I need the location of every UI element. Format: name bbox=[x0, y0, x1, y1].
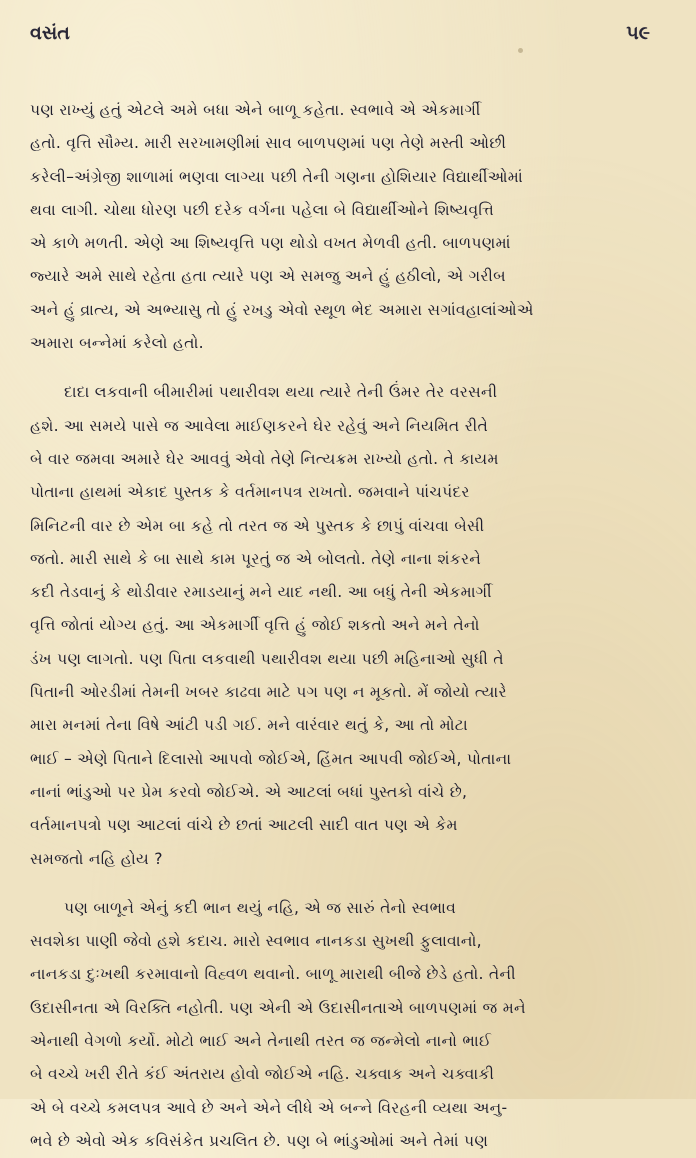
text-line: અમારા બન્નેમાં કરેલો હતો. bbox=[30, 334, 204, 353]
text-line: સવશેકા પાણી જેવો હશે કદાચ. મારો સ્વભાવ નાનકડા સુખથી ફુલાવાનો, bbox=[30, 932, 482, 951]
text-line: બે વચ્ચે ખરી રીતે કંઈ અંતરાય હોવો જોઈએ નહિ. ચક્વાક અને ચક્વાકી bbox=[30, 1065, 495, 1084]
paper-fleck bbox=[518, 48, 523, 53]
text-line: જ્યારે અમે સાથે રહેતા હતા ત્યારે પણ એ સમજુ અને હું હઠીલો, એ ગરીબ bbox=[30, 267, 506, 286]
running-head bbox=[30, 22, 658, 66]
text-line: અને હું વ્રાત્ય, એ અભ્યાસુ તો હું રખડુ એવો સ્થૂળ ભેદ અમારા સગાંવહાલાંઓએ bbox=[30, 300, 534, 319]
text-line: ભાઈ – એણે પિતાને દિલાસો આપવો જોઈએ, હિંમત આપવી જોઈએ, પોતાના bbox=[30, 749, 512, 768]
text-line: પોતાના હાથમાં એકાદ પુસ્તક કે વર્તમાનપત્ર રાખતો. જમવાને પાંચપંદર bbox=[30, 483, 470, 502]
text-line: નાનાં ભાંડુઓ પર પ્રેમ કરવો જોઈએ. એ આટલાં બધાં પુસ્તકો વાંચે છે, bbox=[30, 782, 468, 801]
text-line: ભવે છે એવો એક કવિસંકેત પ્રચલિત છે. પણ બે ભાંડુઓમાં અને તેમાં પણ bbox=[30, 1131, 489, 1150]
text-line: નાનકડા દુઃખથી કરમાવાનો વિહ્વળ થવાનો. બાળૂ મારાથી બીજે છેડે હતો. તેની bbox=[30, 965, 516, 984]
paragraph-2 bbox=[30, 376, 658, 875]
text-line: વૃત્તિ જોતાં યોગ્ય હતું. આ એકમાર્ગી વૃત્તિ હું જોઈ શકતો અને મને તેનો bbox=[30, 616, 480, 635]
text-line: એ કાળે મળતી. એણે આ શિષ્યવૃત્તિ પણ થોડો વખત મેળવી હતી. બાળપણમાં bbox=[30, 234, 511, 253]
text-line: પણ બાળૂને એનું કદી ભાન થયું નહિ, એ જ સારું તેનો સ્વભાવ bbox=[64, 898, 457, 917]
text-line: જતો. મારી સાથે કે બા સાથે કામ પૂરતું જ એ બોલતો. તેણે નાના શંકરને bbox=[30, 549, 482, 568]
text-line: હશે. આ સમયે પાસે જ આવેલા માઈણકરને ઘેર રહેવું અને નિયમિત રીતે bbox=[30, 416, 489, 435]
text-line: વર્તમાનપત્રો પણ આટલાં વાંચે છે છતાં આટલી સાદી વાત પણ એ કેમ bbox=[30, 816, 458, 835]
page-number: ૫૯ bbox=[626, 22, 650, 44]
paragraph-spacer bbox=[30, 876, 658, 892]
text-line: સમજતો નહિ હોય ? bbox=[30, 849, 163, 868]
running-title: વસંત bbox=[30, 22, 70, 44]
text-line: બે વાર જમવા અમારે ઘેર આવવું એવો તેણે નિત્યક્રમ રાખ્યો હતો. તે કાયમ bbox=[30, 449, 499, 468]
text-line: ઉદાસીનતા એ વિરક્તિ નહોતી. પણ એની એ ઉદાસીનતાએ બાળપણમાં જ મને bbox=[30, 998, 526, 1017]
text-line: દાદા લકવાની બીમારીમાં પથારીવશ થયા ત્યારે તેની ઉંમર તેર વરસની bbox=[64, 383, 498, 402]
paragraph-1 bbox=[30, 94, 658, 360]
text-line: પણ રાખ્યું હતું એટલે અમે બધા એને બાળૂ કહેતા. સ્વભાવે એ એકમાર્ગી bbox=[30, 101, 481, 119]
text-line: મારા મનમાં તેના વિષે આંટી પડી ગઈ. મને વારંવાર થતું કે, આ તો મોટા bbox=[30, 716, 468, 735]
text-line: ડંખ પણ લાગતો. પણ પિતા લકવાથી પથારીવશ થયા પછી મહિનાઓ સુધી તે bbox=[30, 649, 504, 668]
text-line: એનાથી વેગળો કર્યો. મોટો ભાઈ અને તેનાથી તરત જ જન્મેલો નાનો ભાઈ bbox=[30, 1032, 492, 1051]
text-line: થવા લાગી. ચોથા ધોરણ પછી દરેક વર્ગના પહેલા બે વિદ્યાર્થીઓને શિષ્યવૃત્તિ bbox=[30, 200, 495, 219]
text-line: કરેલી–અંગ્રેજી શાળામાં ભણવા લાગ્યા પછી તેની ગણના હોશિયાર વિદ્યાર્થીઓમાં bbox=[30, 167, 523, 186]
text-line: હતો. વૃત્તિ સૌમ્ય. મારી સરખામણીમાં સાવ બાળપણમાં પણ તેણે મસ્તી ઓછી bbox=[30, 134, 507, 153]
text-line: કદી તેડવાનું કે થોડીવાર રમાડયાનું મને યાદ નથી. આ બધું તેની એકમાર્ગી bbox=[30, 583, 492, 602]
paragraph-3 bbox=[30, 892, 658, 1158]
text-line: પિતાની ઓરડીમાં તેમની ખબર કાઢવા માટે પગ પણ ન મૂકતો. મેં જોયો ત્યારે bbox=[30, 683, 507, 702]
text-line: એ બે વચ્ચે કમલપત્ર આવે છે અને એને લીધે એ બન્ને વિરહની વ્યથા અનુ- bbox=[30, 1098, 508, 1117]
paragraph-spacer bbox=[30, 360, 658, 376]
text-line: મિનિટની વાર છે એમ બા કહે તો તરત જ એ પુસ્તક કે છાપું વાંચવા બેસી bbox=[30, 516, 485, 535]
